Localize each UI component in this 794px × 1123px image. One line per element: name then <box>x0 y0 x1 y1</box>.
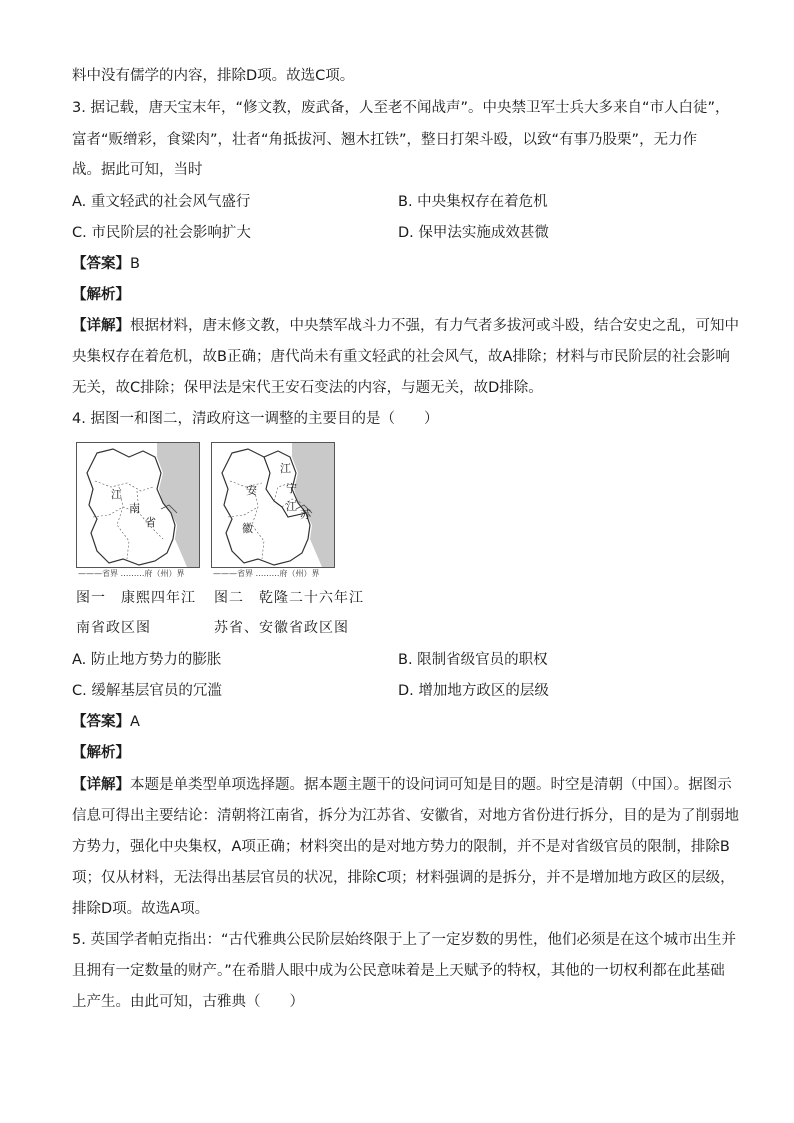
figure-1-caption-line-1: 图一 康熙四年江 <box>76 590 196 606</box>
q3-stem-line-1: 3. 据记载，唐天宝末年，“修文教，废武备，人至老不闻战声”。中央禁卫军士兵大多来自“市人白徒”， <box>72 100 730 116</box>
q3-option-a: A. 重文轻武的社会风气盛行 <box>72 194 251 210</box>
q3-detail-text-1: 根据材料，唐末修文教，中央禁军战斗力不强，有力气者多拔河或斗殴，结合安史之乱，可知中 <box>130 318 739 334</box>
q4-option-d: D. 增加地方政区的层级 <box>398 683 549 699</box>
q4-detail-line-3: 方势力，强化中央集权，A项正确；材料突出的是对地方势力的限制，并不是对省级官员的限制，排除B <box>72 839 730 855</box>
detail-tag: 【详解】 <box>72 777 130 793</box>
q4-answer <box>72 712 140 732</box>
fig1-label-3: 省 <box>145 516 156 529</box>
q4-detail-line-5: 排除D项。故选A项。 <box>72 901 210 917</box>
q2-analysis-tail: 料中没有儒学的内容，排除D项。故选C项。 <box>72 68 355 84</box>
figure-2-map <box>211 442 335 568</box>
q3-option-d: D. 保甲法实施成效甚微 <box>398 225 549 241</box>
q3-detail-line-2: 央集权存在着危机，故B正确；唐代尚未有重文轻武的社会风气，故A排除；材料与市民阶层的社会影响 <box>72 349 730 365</box>
q4-analysis-tag: 【解析】 <box>72 745 130 761</box>
q4-detail-line-2: 信息可得出主要结论：清朝将江南省，拆分为江苏省、安徽省，对地方省份进行拆分，目的是为了削弱地 <box>72 808 739 824</box>
figure-2-caption-line-1: 图二 乾隆二十六年江 <box>214 590 364 606</box>
figure-2-legend: ———省界 ………府（州）界 <box>213 569 320 578</box>
figure-1-map <box>76 442 200 568</box>
q3-answer-value: B <box>130 256 140 272</box>
fig2-label-5: 苏 <box>300 508 311 521</box>
q4-option-a: A. 防止地方势力的膨胀 <box>72 652 222 668</box>
fig2-label-1: 江 <box>280 462 291 475</box>
q5-stem-line-1: 5. 英国学者帕克指出：“古代雅典公民阶层始终限于上了一定岁数的男性，他们必须是在这个城市出生并 <box>72 932 736 948</box>
answer-tag: 【答案】 <box>72 714 130 730</box>
q3-option-c: C. 市民阶层的社会影响扩大 <box>72 225 251 241</box>
fig1-label-1: 江 <box>111 488 122 501</box>
q3-detail-line-3: 无关，故C排除；保甲法是宋代王安石变法的内容，与题无关，故D排除。 <box>72 380 543 396</box>
q4-detail-text-1: 本题是单类型单项选择题。据本题主题干的设问词可知是目的题。时空是清朝（中国）。据图示 <box>130 777 732 793</box>
q3-detail-line-1 <box>72 316 739 336</box>
q3-stem-line-2: 富者“贩缯彩，食粱肉”，壮者“角抵拔河、翘木扛铁”，整日打架斗殴，以致“有事乃股栗”，无力作 <box>72 132 698 148</box>
q5-stem-line-3: 上产生。由此可知，古雅典（ ） <box>72 994 304 1010</box>
q4-figures <box>76 442 376 592</box>
q4-option-c: C. 缓解基层官员的冗滥 <box>72 683 222 699</box>
q5-stem-line-2: 且拥有一定数量的财产。”在希腊人眼中成为公民意味着是上天赋予的特权，其他的一切权利都在此基础 <box>72 963 725 979</box>
q3-analysis-tag: 【解析】 <box>72 287 130 303</box>
answer-tag: 【答案】 <box>72 256 130 272</box>
fig2-label-4: 江 <box>286 500 297 513</box>
q3-answer <box>72 254 140 274</box>
figure-2-map-drawing <box>212 443 334 567</box>
figure-2-caption-line-2: 苏省、安徽省政区图 <box>214 620 349 636</box>
fig2-label-2: 安 <box>246 484 257 497</box>
detail-tag: 【详解】 <box>72 318 130 334</box>
fig2-label-6: 徽 <box>242 522 253 535</box>
fig2-label-3: 宁 <box>286 482 297 495</box>
figure-1-caption-line-2: 南省政区图 <box>76 620 151 636</box>
q4-detail-line-1 <box>72 775 732 795</box>
q3-stem-line-3: 战。据此可知，当时 <box>72 162 203 178</box>
q4-stem: 4. 据图一和图二，清政府这一调整的主要目的是（ ） <box>72 411 439 427</box>
q4-detail-line-4: 项；仅从材料，无法得出基层官员的状况，排除C项；材料强调的是拆分，并不是增加地方政区的层级， <box>72 870 735 886</box>
q4-option-b: B. 限制省级官员的职权 <box>398 652 548 668</box>
q4-answer-value: A <box>130 714 140 730</box>
figure-1-legend: ———省界 ………府（州）界 <box>78 569 185 578</box>
fig1-label-2: 南 <box>129 502 140 515</box>
q3-option-b: B. 中央集权存在着危机 <box>398 194 548 210</box>
